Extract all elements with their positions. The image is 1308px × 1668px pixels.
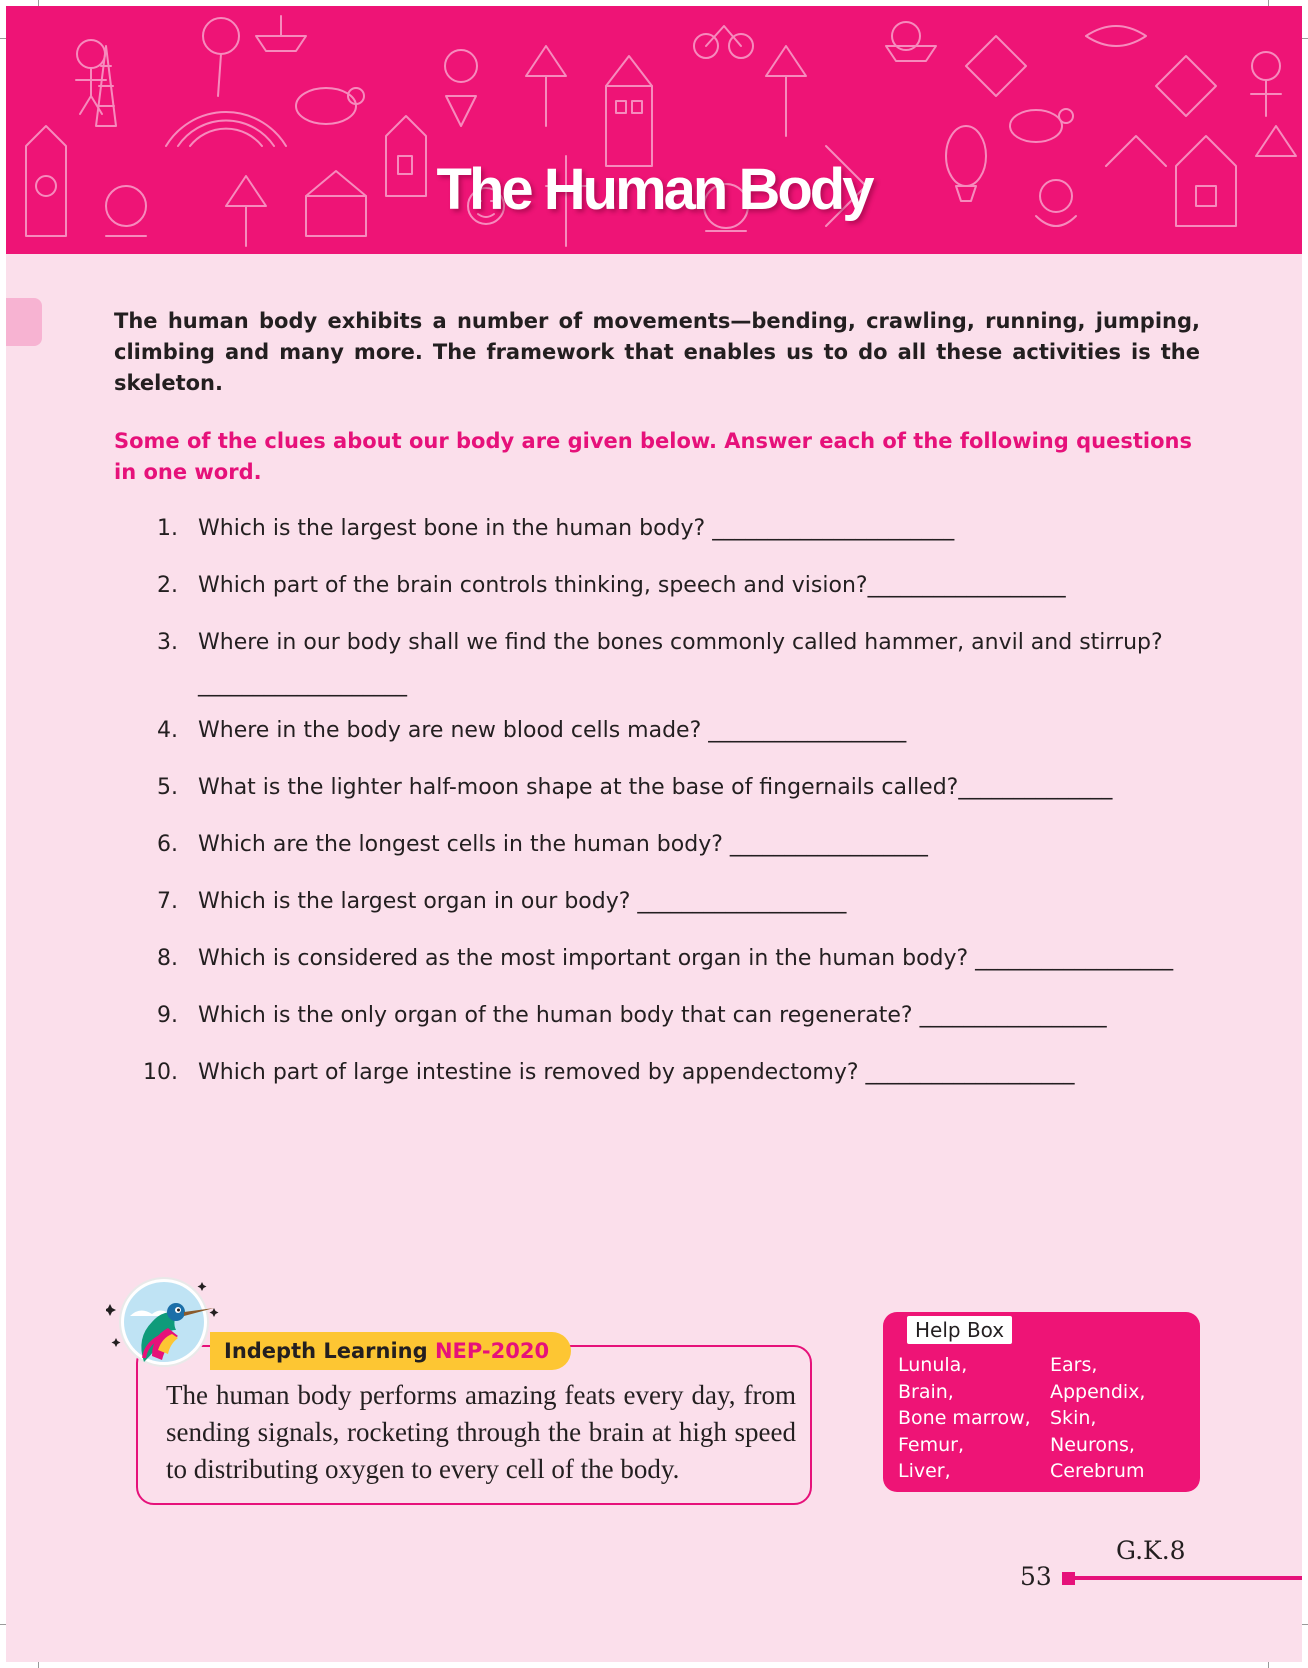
question-number: 10. <box>143 1060 178 1085</box>
question-number: 5. <box>157 775 178 800</box>
question-number: 4. <box>157 718 178 743</box>
indepth-learning-text: The human body performs amazing feats every day, from sending signals, rocketing through the brain at high speed to distributing oxygen to every cell of the body. <box>166 1380 796 1484</box>
help-box-title: Help Box <box>907 1316 1012 1344</box>
question-text: Which are the longest cells in the human body? __________________ <box>198 832 928 857</box>
question-item <box>126 628 1216 706</box>
question-item <box>126 830 928 860</box>
help-word: Cerebrum <box>1050 1460 1145 1482</box>
help-word: Brain, <box>898 1380 954 1403</box>
help-word: Liver, <box>898 1460 951 1482</box>
intro-paragraph: The human body exhibits a number of movements—bending, crawling, running, jumping, climbing and many more. The framework that enables us to do all these activities is the skeleton. <box>114 309 1200 395</box>
indepth-learning-label: Indepth Learning <box>224 1339 428 1363</box>
question-item <box>126 1001 1107 1031</box>
question-text: Which is the only organ of the human body that can regenerate? _________________ <box>198 1003 1107 1028</box>
help-box <box>883 1312 1200 1492</box>
book-code: G.K.8 <box>1116 1536 1186 1565</box>
side-tab <box>6 298 42 346</box>
help-word: Neurons, <box>1050 1433 1135 1456</box>
question-text: What is the lighter half-moon shape at the base of fingernails called?______________ <box>198 775 1113 800</box>
question-number: 7. <box>157 889 178 914</box>
question-text: Where in our body shall we find the bones commonly called hammer, anvil and stirrup? ___________________ <box>198 630 1163 697</box>
title-banner <box>6 6 1302 254</box>
help-box-column-right <box>1050 1352 1145 1485</box>
help-word: Bone marrow, <box>898 1407 1031 1429</box>
instructions: Some of the clues about our body are given below. Answer each of the following questions in one word. <box>114 429 1192 484</box>
question-number: 1. <box>157 516 178 541</box>
question-item <box>126 1058 1075 1088</box>
hummingbird-badge-icon <box>106 1272 226 1372</box>
nep-label: NEP-2020 <box>434 1339 550 1363</box>
page-title: The Human Body <box>436 157 872 222</box>
question-item <box>126 887 846 917</box>
question-number: 9. <box>157 1003 178 1028</box>
page-number: 53 <box>1020 1562 1052 1591</box>
help-word: Femur, <box>898 1433 964 1456</box>
question-text: Which is the largest organ in our body? ___________________ <box>198 889 847 914</box>
question-text: Which is considered as the most important organ in the human body? __________________ <box>198 946 1174 971</box>
question-text: Which part of the brain controls thinking, speech and vision?__________________ <box>198 573 1066 598</box>
question-item <box>126 514 954 544</box>
page <box>6 6 1302 1662</box>
footer-rule <box>1072 1576 1302 1580</box>
question-number: 8. <box>157 946 178 971</box>
question-text: Which part of large intestine is removed by appendectomy? ___________________ <box>198 1060 1075 1085</box>
question-item <box>126 716 906 746</box>
help-word: Skin, <box>1050 1407 1097 1429</box>
question-text: Where in the body are new blood cells made? __________________ <box>198 718 907 743</box>
question-item <box>126 571 1066 601</box>
help-box-column-left <box>898 1352 1031 1485</box>
question-item <box>126 773 1112 803</box>
indepth-learning-tag <box>210 1332 571 1370</box>
question-number: 6. <box>157 832 178 857</box>
help-word: Ears, <box>1050 1354 1098 1376</box>
help-word: Lunula, <box>898 1354 968 1376</box>
question-number: 2. <box>157 573 178 598</box>
question-number: 3. <box>157 630 178 655</box>
question-text: Which is the largest bone in the human body? ______________________ <box>198 516 955 541</box>
question-item <box>126 944 1173 974</box>
help-word: Appendix, <box>1050 1380 1146 1403</box>
